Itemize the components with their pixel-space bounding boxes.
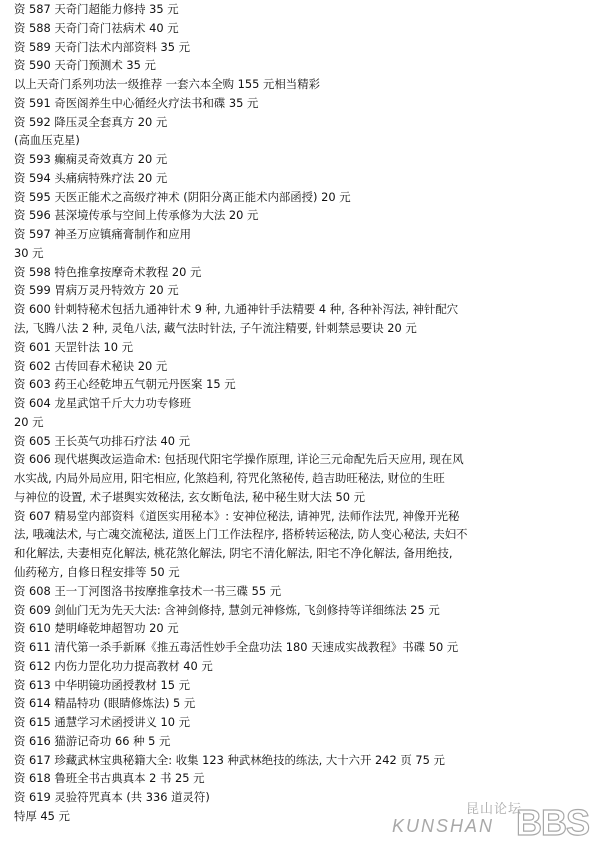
text-line: 资 599 胃病万灵丹特效方 20 元: [14, 283, 179, 298]
text-line: 资 588 天奇门奇门祛病术 40 元: [14, 20, 179, 35]
text-line: 资 604 龙星武馆千斤大力功专修班: [14, 396, 192, 411]
text-line: 资 603 药王心经乾坤五气朝元丹医案 15 元: [14, 377, 236, 392]
text-line: 资 592 降压灵全套真方 20 元: [14, 114, 168, 129]
text-line: 资 597 神圣万应镇痛膏制作和应用: [14, 227, 192, 242]
text-line: 和化解法, 夫妻相克化解法, 桃花煞化解法, 阴宅不清化解法, 阳宅不净化解法, 备用绝技,: [14, 546, 453, 561]
text-line: 资 593 癫痫灵奇效真方 20 元: [14, 152, 168, 167]
text-line: 资 598 特色推拿按摩奇术教程 20 元: [14, 264, 202, 279]
text-line: 资 616 猫游记奇功 66 种 5 元: [14, 733, 171, 748]
text-line: 20 元: [14, 414, 44, 429]
text-line: 资 595 天医正能术之高级疗神术 (阴阳分离正能术内部函授) 20 元: [14, 189, 351, 204]
text-line: 资 590 天奇门预测术 35 元: [14, 58, 156, 73]
watermark-cn-text: 昆山论坛: [466, 802, 523, 817]
watermark-en-text: KUNSHAN: [392, 816, 495, 836]
text-line: 特厚 45 元: [14, 808, 70, 823]
text-line: 30 元: [14, 245, 44, 260]
text-line: 资 614 精晶特功 (眼睛修炼法) 5 元: [14, 696, 196, 711]
text-line: 资 594 头痛病特殊疗法 20 元: [14, 170, 168, 185]
watermark-bbs-text: BBS: [516, 802, 590, 843]
text-line: 资 591 奇医阁养生中心循经火疗法书和碟 35 元: [14, 95, 259, 110]
text-line: 资 605 王长英气功排石疗法 40 元: [14, 433, 191, 448]
text-line: 资 619 灵验符咒真本 (共 336 道灵符): [14, 790, 210, 805]
text-line: 与神位的设置, 术子堪舆实效秘法, 玄女断龟法, 秘中秘生财大法 50 元: [14, 489, 366, 504]
text-line: 资 600 针刺特秘术包括九通神针术 9 种, 九通神针手法精要 4 种, 各种补泻法, 神针配穴: [14, 302, 459, 317]
text-line: 以上天奇门系列功法一级推荐 一套六本全购 155 元相当精彩: [14, 77, 320, 92]
text-line: 资 602 古传回春术秘诀 20 元: [14, 358, 168, 373]
text-line: 资 613 中华明镜功函授教材 15 元: [14, 677, 191, 692]
text-line: (高血压克星): [14, 133, 80, 148]
site-watermark: [392, 798, 592, 842]
text-line: 资 596 甚深境传承与空间上传承修为大法 20 元: [14, 208, 259, 223]
text-line: 资 601 天罡针法 10 元: [14, 339, 134, 354]
text-line: 资 587 天奇门超能力修持 35 元: [14, 2, 179, 16]
text-line: 资 606 现代堪舆改运造命术: 包括现代阳宅学操作原理, 详论三元命配先后天应用, 现在风: [14, 452, 464, 467]
text-line: 资 610 楚明峰乾坤超智功 20 元: [14, 621, 179, 636]
text-line: 资 615 通慧学习术函授讲义 10 元: [14, 715, 191, 730]
text-line: 资 609 剑仙门无为先天大法: 含神剑修持, 慧剑元神修炼, 飞剑修持等详细练法 25 元: [14, 602, 440, 617]
text-line: 资 612 内伤力罡化功力提高教材 40 元: [14, 658, 213, 673]
text-line: 资 589 天奇门法术内部资料 35 元: [14, 39, 191, 54]
text-line: 资 608 王一丁河图洛书按摩推拿技术一书三碟 55 元: [14, 583, 282, 598]
text-line: 资 607 精易堂内部资料《道医实用秘本》: 安神位秘法, 请神咒, 法师作法咒, 神像开光秘: [14, 508, 460, 523]
text-line: 仙药秘方, 自修日程安排等 50 元: [14, 564, 180, 579]
text-line: 资 611 清代第一杀手新厤《推五毒活性妙手全盘功法 180 天速成实战教程》书碟 50 元: [14, 640, 459, 655]
text-line: 资 618 鲁班全书古典真本 2 书 25 元: [14, 771, 205, 786]
text-line: 水实战, 内局外局应用, 阳宅相应, 化煞趋利, 符咒化煞秘传, 趋吉助旺秘法, 财位的生旺: [14, 471, 445, 486]
text-line: 法, 哦魂法术, 与亡魂交流秘法, 道医上门工作法程序, 搭桥转运秘法, 防人变心秘法, 夫妇不: [14, 527, 468, 542]
text-line: 法, 飞腾八法 2 种, 灵龟八法, 藏气法时针法, 子午流注精要, 针刺禁忌要诀 20 元: [14, 321, 417, 336]
text-line: 资 617 珍藏武林宝典秘籍大全: 收集 123 种武林绝技的练法, 大十六开 242 页 75 元: [14, 752, 445, 767]
